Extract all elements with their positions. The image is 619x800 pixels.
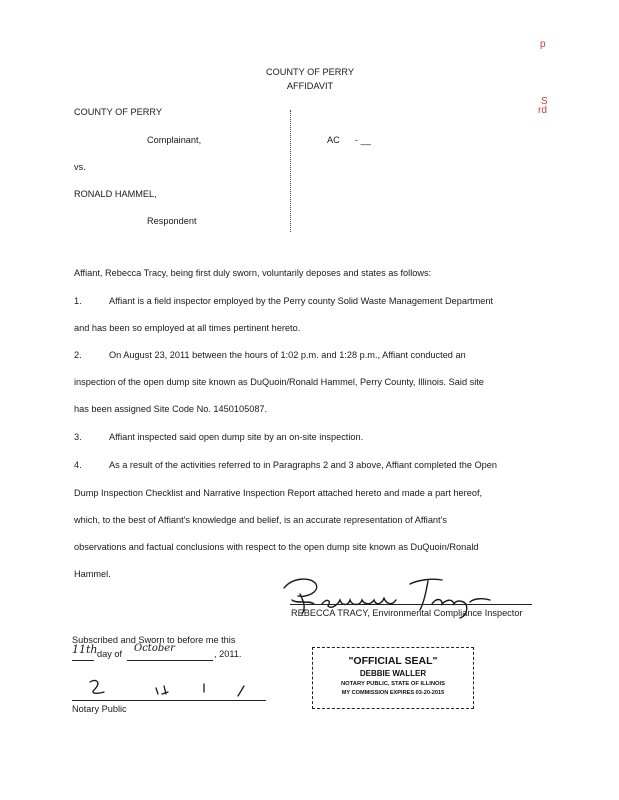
p4-line3: which, to the best of Affiant's knowledge and belief, is an accurate representation of Affiant's — [74, 515, 447, 525]
p4-line2: Dump Inspection Checklist and Narrative Inspection Report attached hereto and made a part hereof, — [74, 488, 483, 498]
jurat-month-handwritten: October — [134, 643, 175, 654]
p4-line4: observations and factual conclusions with respect to the open dump site known as DuQuoin/Ronald — [74, 542, 479, 552]
margin-mark-top: p — [540, 39, 546, 50]
p1-line2: and has been so employed at all times pertinent hereto. — [74, 323, 301, 333]
respondent-party: RONALD HAMMEL, — [74, 189, 157, 199]
seal-expiry: MY COMMISSION EXPIRES 03-20-2015 — [341, 690, 445, 696]
p3-line1: Affiant inspected said open dump site by an on-site inspection. — [109, 432, 364, 442]
seal-title: "OFFICIAL SEAL" — [348, 655, 438, 667]
p3-number: 3. — [74, 432, 82, 442]
signature-line — [290, 604, 532, 605]
p2-line1: On August 23, 2011 between the hours of 1:02 p.m. and 1:28 p.m., Affiant conducted an — [109, 350, 466, 360]
seal-state: NOTARY PUBLIC, STATE OF ILLINOIS — [340, 681, 446, 687]
notary-signature — [80, 676, 270, 700]
seal-name: DEBBIE WALLER — [359, 669, 427, 678]
jurat-year: , 2011. — [214, 649, 242, 659]
respondent-label: Respondent — [147, 216, 197, 226]
margin-mark-mid: S — [541, 96, 548, 107]
caption-divider — [290, 110, 297, 232]
p4-line1: As a result of the activities referred to in Paragraphs 2 and 3 above, Affiant completed the Open — [109, 460, 497, 470]
p2-number: 2. — [74, 350, 82, 360]
header-county: COUNTY OF PERRY — [266, 67, 354, 77]
versus: vs. — [74, 162, 86, 172]
p1-number: 1. — [74, 296, 82, 306]
jurat-month-blank — [127, 660, 213, 661]
case-blank: - __ — [355, 135, 371, 145]
header-title: AFFIDAVIT — [286, 81, 334, 91]
notary-label: Notary Public — [72, 704, 127, 714]
official-seal — [312, 647, 474, 709]
complainant-party: COUNTY OF PERRY — [74, 107, 162, 117]
jurat-day-handwritten: 11th — [72, 643, 98, 656]
notary-line — [72, 700, 266, 701]
complainant-label: Complainant, — [147, 135, 202, 145]
p4-number: 4. — [74, 460, 82, 470]
affiant-printed-name: REBECCA TRACY, Environmental Compliance Inspector — [291, 608, 523, 618]
jurat-day-blank — [72, 660, 94, 661]
intro: Affiant, Rebecca Tracy, being first duly sworn, voluntarily deposes and states as follows: — [74, 268, 432, 278]
p4-line5: Hammel. — [74, 569, 111, 579]
p2-line2: inspection of the open dump site known as DuQuoin/Ronald Hammel, Perry County, Illinois. Said site — [74, 377, 484, 387]
p1-line1: Affiant is a field inspector employed by the Perry county Solid Waste Management Department — [109, 296, 494, 306]
margin-mark-low: rd — [538, 105, 547, 116]
p2-line3: has been assigned Site Code No. 1450105087. — [74, 404, 268, 414]
case-prefix: AC — [327, 135, 340, 145]
jurat-line1: Subscribed and Sworn to before me this — [72, 635, 236, 645]
jurat-day-of: day of — [97, 649, 123, 659]
